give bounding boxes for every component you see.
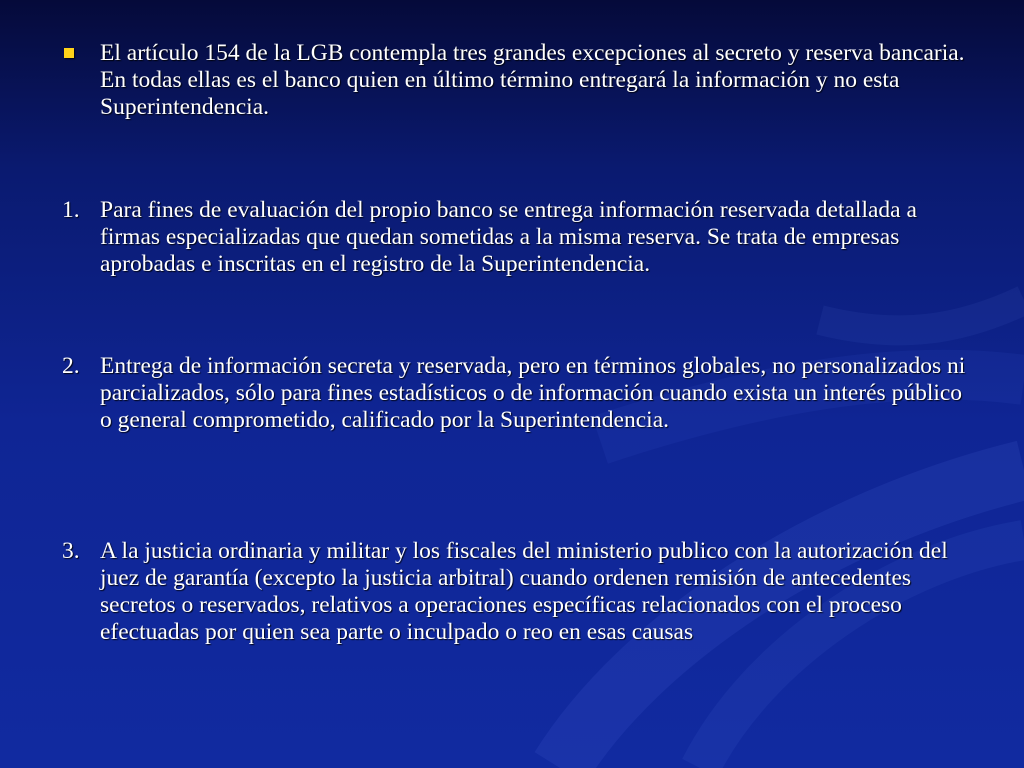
- intro-bullet: [62, 40, 972, 121]
- bullet-marker: [62, 40, 100, 58]
- list-item: [62, 538, 972, 646]
- square-bullet-icon: [64, 48, 74, 58]
- item-text: A la justicia ordinaria y militar y los fiscales del ministerio publico con la autorización del juez de garantía (excepto la justicia arbitral) cuando ordenen remisión de antecedentes secretos o reservados, relativos a operaciones específicas relacionados con el proceso efectuadas por quien sea parte o inculpado o reo en esas causas: [100, 538, 948, 645]
- item-number: 1.: [62, 197, 80, 223]
- intro-text: El artículo 154 de la LGB contempla tres grandes excepciones al secreto y reserva bancaria. En todas ellas es el banco quien en último término entregará la información y no esta Superintendencia.: [100, 40, 965, 120]
- item-text: Entrega de información secreta y reservada, pero en términos globales, no personalizados ni parcializados, sólo para fines estadísticos o de información cuando exista un interés público o general comprometido, calificado por la Superintendencia.: [100, 353, 966, 433]
- item-number: 3.: [62, 538, 80, 564]
- item-text: Para fines de evaluación del propio banco se entrega información reservada detallada a firmas especializadas que quedan sometidas a la misma reserva. Se trata de empresas aprobadas e inscritas en el registro de la Superintendencia.: [100, 197, 917, 277]
- item-number: 2.: [62, 353, 80, 379]
- list-item: [62, 353, 972, 434]
- list-item: [62, 197, 972, 278]
